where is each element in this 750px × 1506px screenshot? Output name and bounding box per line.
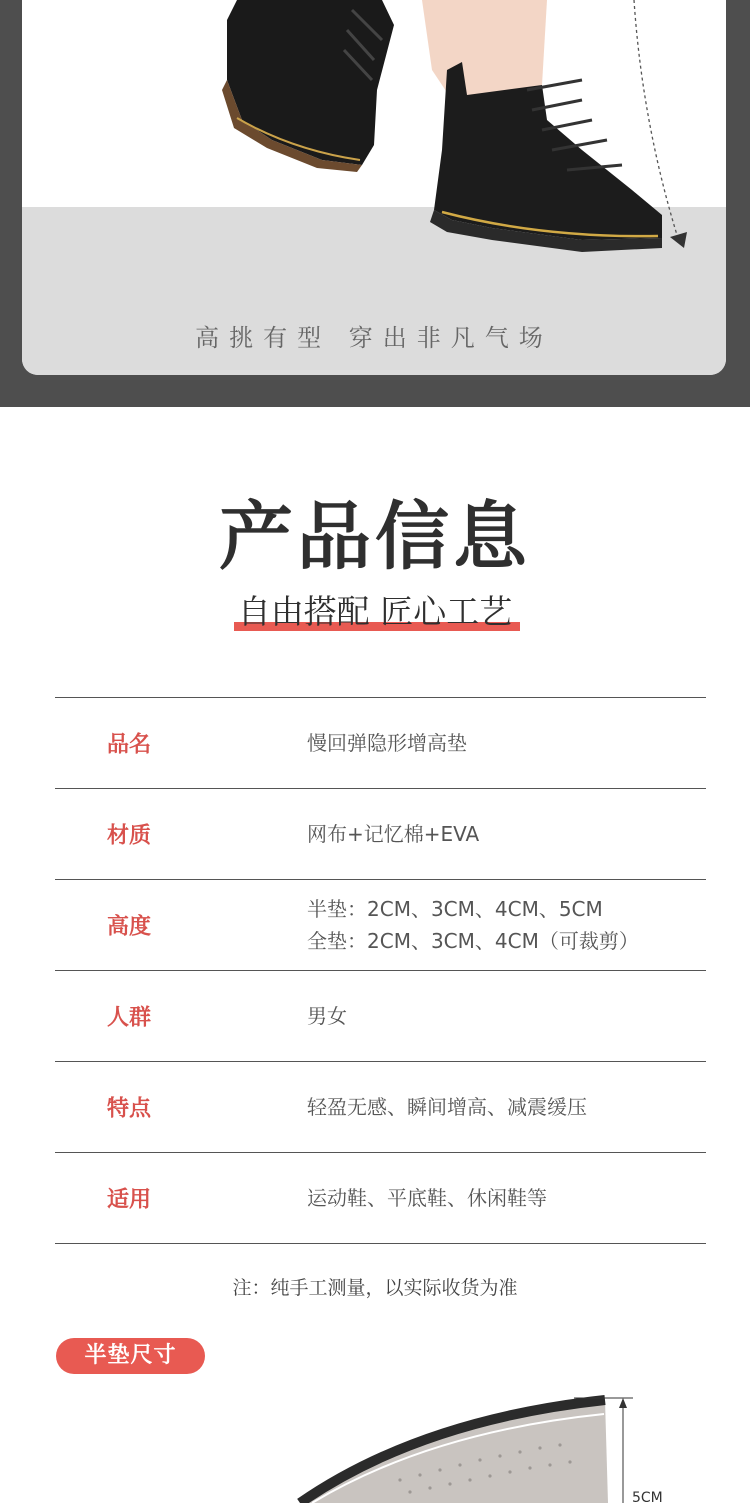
top-banner <box>0 0 750 407</box>
spec-label: 材质 <box>107 823 152 849</box>
spec-row-features <box>55 1061 706 1152</box>
subtitle-wrap <box>0 586 750 633</box>
spec-value <box>307 1182 547 1214</box>
spec-row-name <box>55 697 706 788</box>
spec-value-line: 慢回弹隐形增高垫 <box>307 731 467 755</box>
spec-label: 人群 <box>107 1005 152 1031</box>
product-info-subtitle <box>236 586 515 633</box>
spec-row-usage <box>55 1152 706 1244</box>
insole-image <box>0 1380 750 1503</box>
spec-value <box>307 727 467 759</box>
spec-row-height <box>55 879 706 970</box>
banner-card <box>22 0 726 375</box>
spec-value-line: 全垫：2CM、3CM、4CM（可裁剪） <box>307 929 639 953</box>
spec-value <box>307 1091 587 1123</box>
product-info-title: 产品信息 <box>219 494 531 580</box>
spec-value-line: 网布+记忆棉+EVA <box>307 822 480 846</box>
spec-row-material <box>55 788 706 879</box>
spec-label: 适用 <box>107 1187 152 1213</box>
spec-row-audience <box>55 970 706 1061</box>
spec-label: 品名 <box>107 732 152 758</box>
spec-value-line: 半垫：2CM、3CM、4CM、5CM <box>307 897 603 921</box>
spec-value <box>307 818 479 850</box>
measurement-note: 注：纯手工测量，以实际收货为准 <box>232 1277 518 1299</box>
spec-value-line: 男女 <box>307 1004 347 1028</box>
boots-image <box>22 0 726 300</box>
half-insole-size-badge: 半垫尺寸 <box>56 1338 205 1374</box>
spec-label: 高度 <box>107 914 152 940</box>
spec-value <box>307 893 639 957</box>
size-dimension-label: 5CM <box>632 1490 663 1506</box>
spec-label: 特点 <box>107 1096 152 1122</box>
banner-slogan: 高挑有型 穿出非凡气场 <box>195 324 553 352</box>
subtitle-text: 自由搭配 匠心工艺 <box>237 592 513 631</box>
spec-value <box>307 1000 347 1032</box>
spec-value-line: 运动鞋、平底鞋、休闲鞋等 <box>307 1186 547 1210</box>
spec-value-line: 轻盈无感、瞬间增高、减震缓压 <box>307 1095 587 1119</box>
spec-table <box>55 697 706 1244</box>
